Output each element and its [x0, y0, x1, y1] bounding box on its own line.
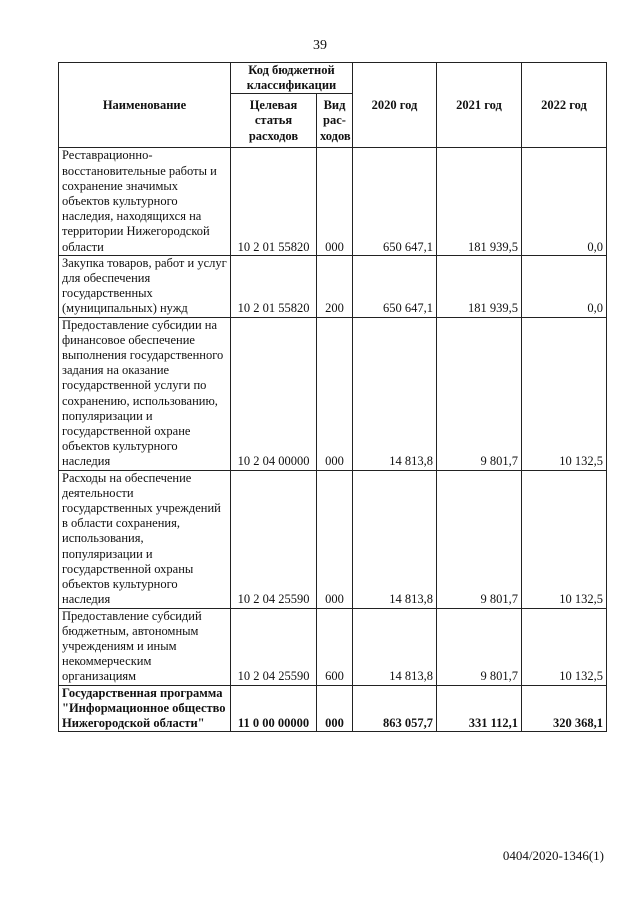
budget-table: [58, 62, 607, 732]
row-name: Реставрационно-восстановительные работы и сохранение значимых объектов культурного наследия, находящихся на территории Нижегородской области: [59, 148, 231, 255]
table-row: [59, 148, 607, 255]
row-code: 10 2 04 25590: [231, 470, 317, 608]
row-name: Государственная программа "Информационное общество Нижегородской области": [59, 685, 231, 732]
row-2022: 0,0: [522, 255, 607, 317]
row-2020: 14 813,8: [353, 470, 437, 608]
row-code: 11 0 00 00000: [231, 685, 317, 732]
row-type: 000: [317, 470, 353, 608]
row-2022: 0,0: [522, 148, 607, 255]
row-name: Предоставление субсидий бюджетным, автономным учреждениям и иным некоммерческим организациям: [59, 608, 231, 685]
row-type: 000: [317, 148, 353, 255]
row-2022: 10 132,5: [522, 470, 607, 608]
page-number: 39: [313, 38, 327, 53]
table-row: [59, 470, 607, 608]
row-2021: 181 939,5: [437, 148, 522, 255]
row-type: 600: [317, 608, 353, 685]
row-2021: 331 112,1: [437, 685, 522, 732]
header-2022: 2022 год: [522, 63, 607, 148]
row-name: Расходы на обеспечение деятельности государственных учреждений в области сохранения, использования, популяризации и государственной охраны объектов культурного наследия: [59, 470, 231, 608]
row-2021: 9 801,7: [437, 317, 522, 470]
table-row: [59, 255, 607, 317]
row-name: Закупка товаров, работ и услуг для обеспечения государственных (муниципальных) нужд: [59, 255, 231, 317]
row-code: 10 2 04 25590: [231, 608, 317, 685]
row-2020: 14 813,8: [353, 608, 437, 685]
header-2020: 2020 год: [353, 63, 437, 148]
row-2022: 320 368,1: [522, 685, 607, 732]
row-type: 200: [317, 255, 353, 317]
row-2020: 863 057,7: [353, 685, 437, 732]
row-2021: 9 801,7: [437, 608, 522, 685]
document-code: 0404/2020-1346(1): [502, 848, 604, 863]
table-row: [59, 608, 607, 685]
row-2022: 10 132,5: [522, 608, 607, 685]
header-name: Наименование: [59, 63, 231, 148]
row-2020: 650 647,1: [353, 255, 437, 317]
header-code-group: Код бюджетной классификации: [231, 63, 353, 94]
header-expense-type: Вид рас-ходов: [317, 94, 353, 148]
row-code: 10 2 04 00000: [231, 317, 317, 470]
row-type: 000: [317, 317, 353, 470]
row-type: 000: [317, 685, 353, 732]
row-2020: 650 647,1: [353, 148, 437, 255]
row-2022: 10 132,5: [522, 317, 607, 470]
row-code: 10 2 01 55820: [231, 255, 317, 317]
row-code: 10 2 01 55820: [231, 148, 317, 255]
table-row: [59, 317, 607, 470]
row-2021: 9 801,7: [437, 470, 522, 608]
header-target-article: Целевая статья расходов: [231, 94, 317, 148]
row-2021: 181 939,5: [437, 255, 522, 317]
row-name: Предоставление субсидии на финансовое обеспечение выполнения государственного задания на оказание государственной услуги по сохранению, использованию, популяризации и государственной охране объектов культурного наследия: [59, 317, 231, 470]
table-row-program-total: [59, 685, 607, 732]
header-2021: 2021 год: [437, 63, 522, 148]
row-2020: 14 813,8: [353, 317, 437, 470]
